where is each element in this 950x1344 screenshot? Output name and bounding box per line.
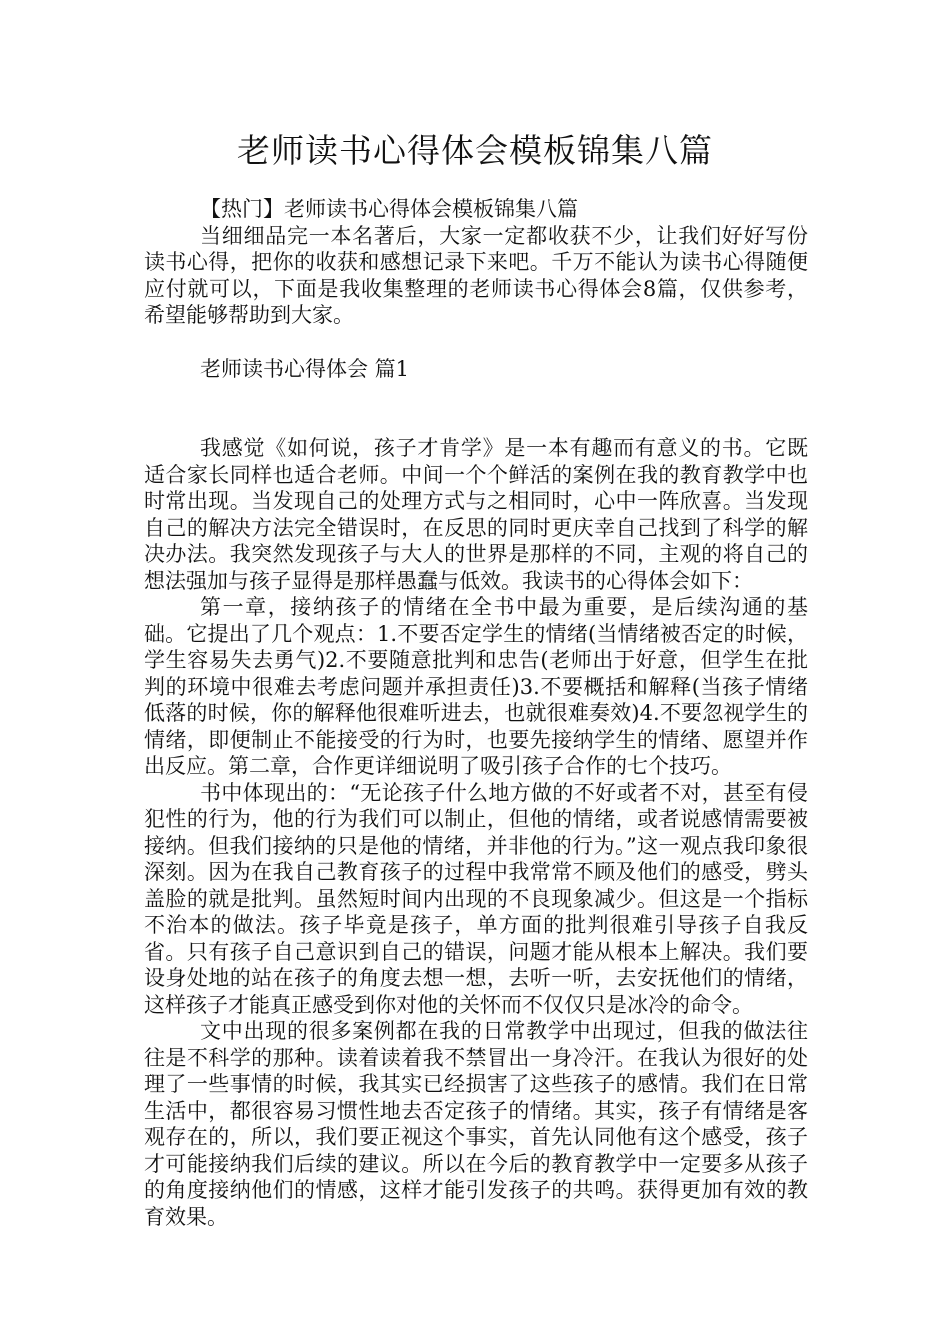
spacer <box>144 329 808 356</box>
body-paragraph: 第一章，接纳孩子的情绪在全书中最为重要，是后续沟通的基础。它提出了几个观点：1.不要否定学生的情绪(当情绪被否定的时候，学生容易失去勇气)2.不要随意批判和忠告(老师出于好意，但学生在批判的环境中很难去考虑问题并承担责任)3.不要概括和解释(当孩子情绪低落的时候，你的解释他很难听进去，也就很难奏效)4.不要忽视学生的情绪，即便制止不能接受的行为时，也要先接纳学生的情绪、愿望并作出反应。第二章，合作更详细说明了吸引孩子合作的七个技巧。 <box>144 595 808 778</box>
intro-paragraph: 当细细品完一本名著后，大家一定都收获不少，让我们好好写份读书心得，把你的收获和感想记录下来吧。千万不能认为读书心得随便应付就可以，下面是我收集整理的老师读书心得体会8篇，仅供参考，希望能够帮助到大家。 <box>144 223 808 327</box>
body-paragraph: 书中体现出的：“无论孩子什么地方做的不好或者不对，甚至有侵犯性的行为，他的行为我们可以制止，但他的情绪，或者说感情需要被接纳。但我们接纳的只是他的情绪，并非他的行为。”这一观点我印象很深刻。因为在我自己教育孩子的过程中我常常不顾及他们的感受，劈头盖脸的就是批判。虽然短时间内出现的不良现象减少。但这是一个指标不治本的做法。孩子毕竟是孩子，单方面的批判很难引导孩子自我反省。只有孩子自己意识到自己的错误，问题才能从根本上解决。我们要设身处地的站在孩子的角度去想一想，去听一听，去安抚他们的情绪，这样孩子才能真正感受到你对他的关怀而不仅仅只是冰冷的命令。 <box>144 780 808 1017</box>
section-heading: 老师读书心得体会 篇1 <box>200 356 410 381</box>
document-body <box>144 196 808 1230</box>
body-paragraph: 文中出现的很多案例都在我的日常教学中出现过，但我的做法往往是不科学的那种。读着读着我不禁冒出一身冷汗。在我认为很好的处理了一些事情的时候，我其实已经损害了这些孩子的感情。我们在日常生活中，都很容易习惯性地去否定孩子的情绪。其实，孩子有情绪是客观存在的，所以，我们要正视这个事实，首先认同他有这个感受，孩子才可能接纳我们后续的建议。所以在今后的教育教学中一定要多从孩子的角度接纳他们的情感，这样才能引发孩子的共鸣。获得更加有效的教育效果。 <box>144 1019 808 1229</box>
spacer <box>144 409 808 435</box>
spacer <box>144 382 808 409</box>
document-title: 老师读书心得体会模板锦集八篇 <box>237 131 713 170</box>
document-subtitle: 【热门】老师读书心得体会模板锦集八篇 <box>200 197 578 221</box>
body-paragraph: 我感觉《如何说，孩子才肯学》是一本有趣而有意义的书。它既适合家长同样也适合老师。中间一个个鲜活的案例在我的教育教学中也时常出现。当发现自己的处理方式与之相同时，心中一阵欣喜。当发现自己的解决方法完全错误时，在反思的同时更庆幸自己找到了科学的解决办法。我突然发现孩子与大人的世界是那样的不同，主观的将自己的想法强加与孩子显得是那样愚蠢与低效。我读书的心得体会如下： <box>144 436 808 593</box>
